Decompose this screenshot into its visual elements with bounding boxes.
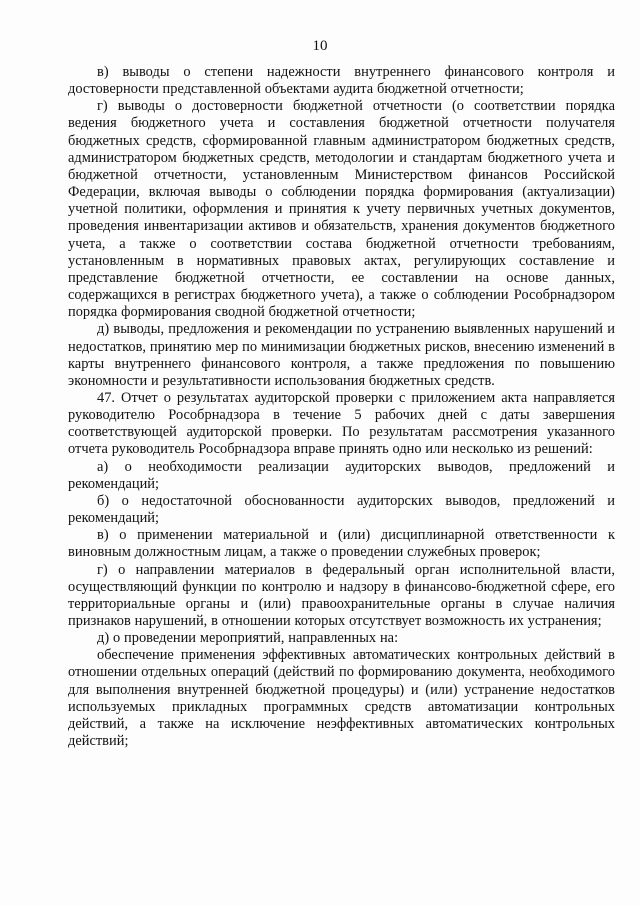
document-body bbox=[68, 64, 615, 750]
measure-automatic-controls: обеспечение применения эффективных автоматических контрольных действий в отношении отдельных операций (действий по формированию документа, необходимого для выполнения внутренней бюджетной процедуры) и (или) устранение недостатков используемых прикладных программных средств автоматизации контрольных действий, а также на исключение неэффективных автоматических контрольных действий; bbox=[68, 647, 615, 750]
paragraph-g-reporting-accuracy: г) выводы о достоверности бюджетной отчетности (о соответствии порядка ведения бюджетного учета и составления бюджетной отчетности получателя бюджетных средств, сформированной главным администратором бюджетных средств, администратором бюджетных средств, методологии и стандартам бюджетного учета и бюджетной отчетности, установленным Министерством финансов Российской Федерации, включая выводы о соблюдении порядка формирования (актуализации) учетной политики, оформления и принятия к учету первичных учетных документов, проведения инвентаризации активов и обязательств, хранения документов бюджетного учета, а также о соответствии состава бюджетной отчетности требованиям, установленным в нормативных правовых актах, регулирующих составление и представление бюджетной отчетности, ее составлении на основе данных, содержащихся в регистрах бюджетного учета), а также о соблюдении Рособрнадзором порядка формирования сводной бюджетной отчетности; bbox=[68, 98, 615, 321]
paragraph-47-audit-report: 47. Отчет о результатах аудиторской проверки с приложением акта направляется руководителю Рособрнадзора в течение 5 рабочих дней с даты завершения соответствующей аудиторской проверки. По результатам рассмотрения указанного отчета руководитель Рособрнадзора вправе принять одно или несколько из решений: bbox=[68, 389, 615, 458]
page-number: 10 bbox=[312, 38, 328, 54]
decision-d-measures: д) о проведении мероприятий, направленных на: bbox=[97, 630, 399, 647]
decision-v-liability: в) о применении материальной и (или) дисциплинарной ответственности к виновным должностным лицам, а также о проведении служебных проверок; bbox=[68, 527, 615, 561]
paragraph-d-recommendations: д) выводы, предложения и рекомендации по устранению выявленных нарушений и недостатков, принятию мер по минимизации бюджетных рисков, внесению изменений в карты внутреннего финансового контроля, а также предложения по повышению экономности и результативности использования бюджетных средств. bbox=[68, 321, 615, 389]
paragraph-v-reliability-conclusions: в) выводы о степени надежности внутреннего финансового контроля и достоверности представленной объектами аудита бюджетной отчетности; bbox=[68, 64, 615, 98]
decision-b-insufficient-justification: б) о недостаточной обоснованности аудиторских выводов, предложений и рекомендаций; bbox=[68, 492, 615, 527]
decision-a-implementation: а) о необходимости реализации аудиторских выводов, предложений и рекомендаций; bbox=[68, 458, 615, 492]
decision-g-referral: г) о направлении материалов в федеральный орган исполнительной власти, осуществляющий функции по контролю и надзору в финансово-бюджетной сфере, его территориальные органы и (или) правоохранительные органы в случае наличия признаков нарушений, в отношении которых отсутствует возможность их устранения; bbox=[68, 561, 615, 629]
